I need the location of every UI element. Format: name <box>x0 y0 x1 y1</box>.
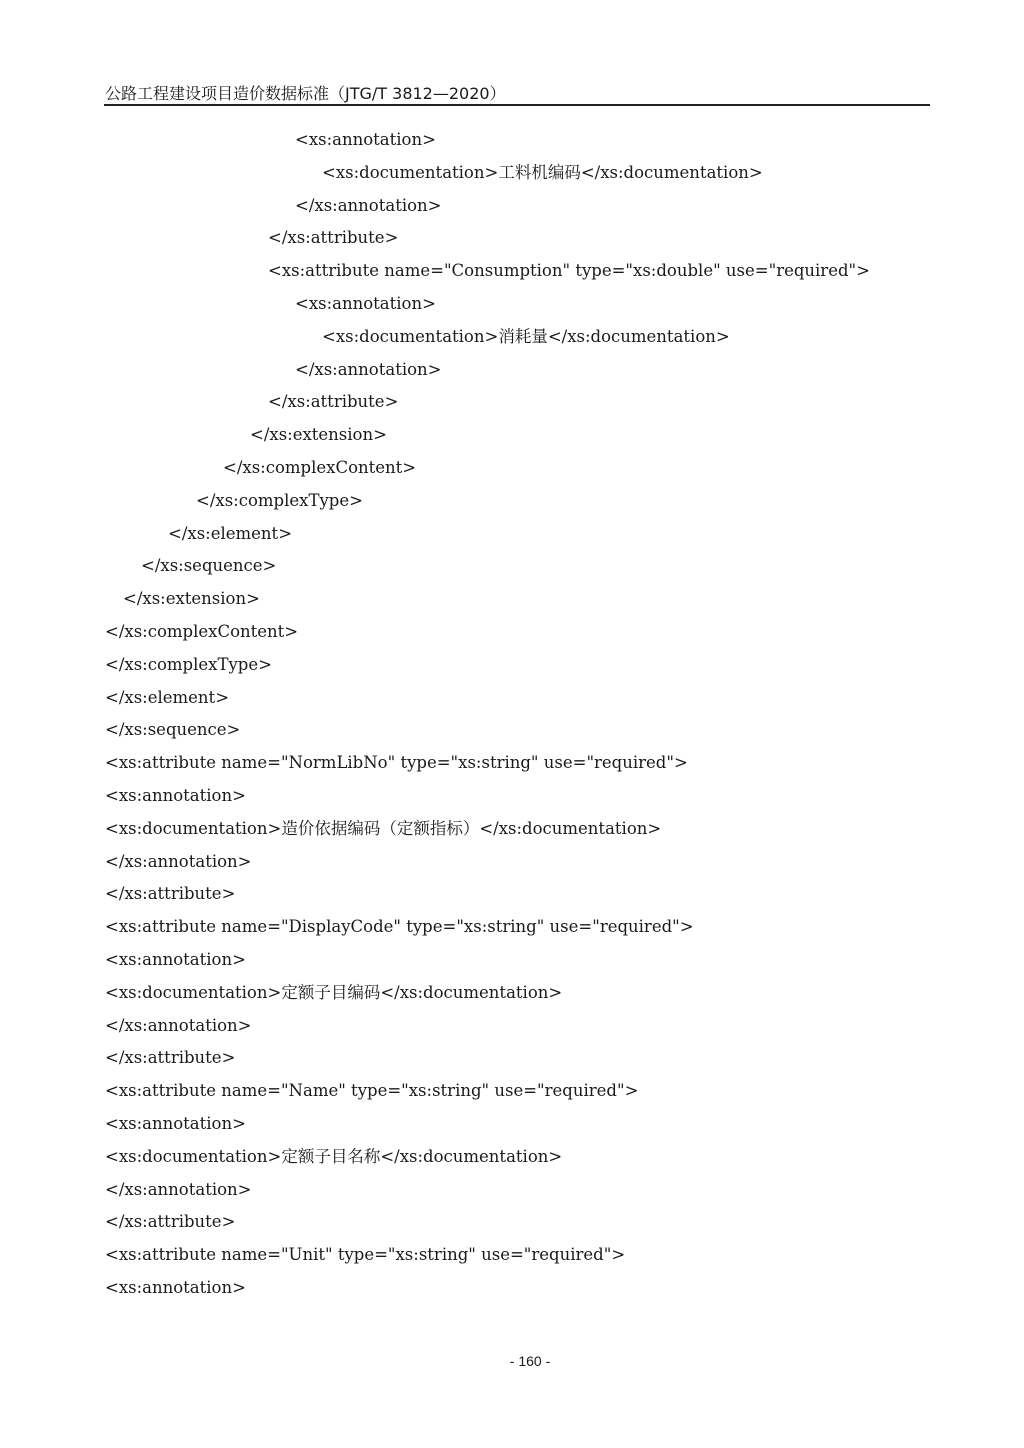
code-line <box>0 485 1024 518</box>
code-line-text: <xs:attribute name="Consumption" type="xs:double" use="required"> <box>268 261 870 281</box>
code-line <box>0 222 1024 255</box>
code-line-text: </xs:annotation> <box>295 195 442 215</box>
code-line-text: <xs:attribute name="NormLibNo" type="xs:string" use="required"> <box>105 753 688 773</box>
page-number: - 160 - <box>509 1353 551 1369</box>
code-line-text: <xs:attribute name="DisplayCode" type="xs:string" use="required"> <box>105 917 694 937</box>
code-line <box>0 1075 1024 1108</box>
code-line-text: </xs:sequence> <box>105 720 241 740</box>
code-line <box>0 747 1024 780</box>
code-line <box>0 550 1024 583</box>
code-line-text: </xs:annotation> <box>105 1015 252 1035</box>
code-line-text: <xs:annotation> <box>105 1113 246 1133</box>
code-line <box>0 682 1024 715</box>
code-line-text: <xs:annotation> <box>295 130 436 149</box>
code-line-text: </xs:complexContent> <box>223 457 417 477</box>
code-line-text: </xs:complexType> <box>196 490 363 510</box>
code-line <box>0 354 1024 387</box>
code-line <box>0 583 1024 616</box>
code-line <box>0 911 1024 944</box>
code-line-text: </xs:attribute> <box>105 884 236 904</box>
code-line <box>0 124 1024 157</box>
code-line-text: <xs:documentation>造价依据编码（定额指标）</xs:documentation> <box>105 818 662 838</box>
code-line-text: </xs:extension> <box>123 589 260 609</box>
code-line <box>0 1206 1024 1239</box>
code-line <box>0 616 1024 649</box>
code-line-text: </xs:attribute> <box>268 392 399 412</box>
code-line-text: </xs:attribute> <box>105 1212 236 1232</box>
code-line <box>0 714 1024 747</box>
code-line-text: </xs:annotation> <box>295 359 442 379</box>
code-line <box>0 1042 1024 1075</box>
code-line-text: <xs:annotation> <box>105 1277 246 1297</box>
code-line-text: <xs:documentation>消耗量</xs:documentation> <box>322 326 730 346</box>
code-line-text: </xs:element> <box>168 523 293 543</box>
code-line <box>0 1141 1024 1174</box>
code-line-text: <xs:attribute name="Unit" type="xs:string" use="required"> <box>105 1245 626 1265</box>
code-line <box>0 288 1024 321</box>
xml-schema-code-block <box>0 124 1024 1305</box>
code-line-text: </xs:sequence> <box>141 556 277 576</box>
code-line-text: </xs:annotation> <box>105 1179 252 1199</box>
code-line <box>0 157 1024 190</box>
code-line-text: </xs:complexContent> <box>105 621 299 641</box>
code-line-text: </xs:element> <box>105 687 230 707</box>
code-line-text: <xs:annotation> <box>105 785 246 805</box>
code-line <box>0 452 1024 485</box>
code-line-text: </xs:attribute> <box>268 228 399 248</box>
code-line <box>0 1108 1024 1141</box>
header-divider <box>104 104 930 106</box>
code-line <box>0 944 1024 977</box>
code-line <box>0 1174 1024 1207</box>
code-line-text: <xs:attribute name="Name" type="xs:string" use="required"> <box>105 1081 639 1101</box>
code-line-text: </xs:attribute> <box>105 1048 236 1068</box>
code-line <box>0 1272 1024 1305</box>
code-line <box>0 649 1024 682</box>
code-line-text: <xs:documentation>定额子目名称</xs:documentation> <box>105 1146 563 1166</box>
code-line <box>0 518 1024 551</box>
code-line <box>0 419 1024 452</box>
code-line <box>0 846 1024 879</box>
code-line <box>0 878 1024 911</box>
code-line-text: <xs:documentation>工料机编码</xs:documentation> <box>322 162 763 182</box>
code-line <box>0 1239 1024 1272</box>
code-line <box>0 321 1024 354</box>
code-line <box>0 190 1024 223</box>
code-line <box>0 813 1024 846</box>
code-line-text: </xs:extension> <box>250 425 387 445</box>
code-line <box>0 255 1024 288</box>
code-line-text: </xs:annotation> <box>105 851 252 871</box>
code-line-text: <xs:annotation> <box>105 949 246 969</box>
page-header-title: 公路工程建设项目造价数据标准（JTG/T 3812—2020） <box>105 84 506 103</box>
code-line <box>0 386 1024 419</box>
code-line <box>0 977 1024 1010</box>
code-line-text: <xs:documentation>定额子目编码</xs:documentation> <box>105 982 563 1002</box>
code-line <box>0 1010 1024 1043</box>
code-line <box>0 780 1024 813</box>
code-line-text: </xs:complexType> <box>105 654 272 674</box>
code-line-text: <xs:annotation> <box>295 293 436 313</box>
